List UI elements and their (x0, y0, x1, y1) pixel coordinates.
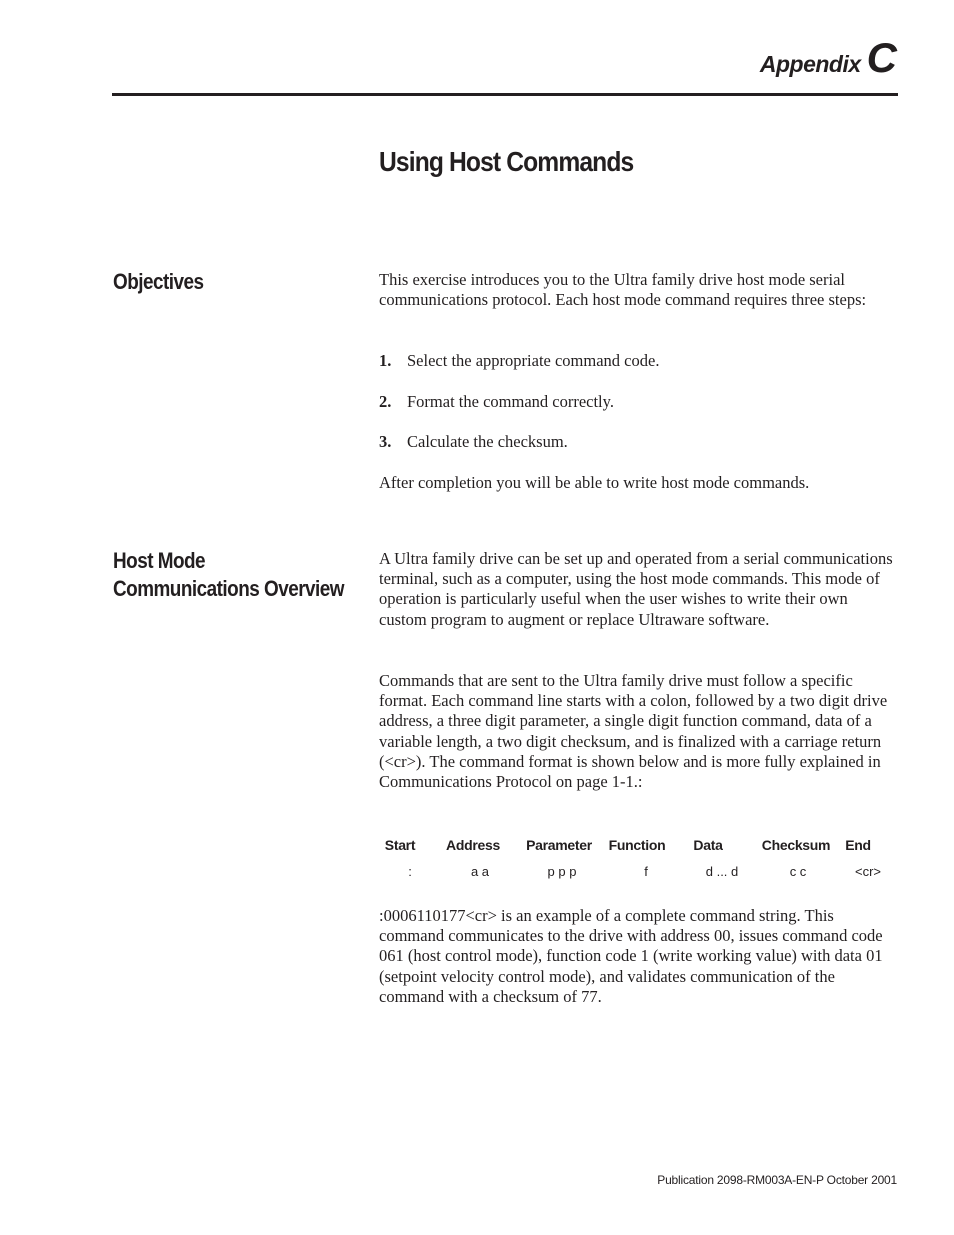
format-value-parameter: p p p (547, 864, 577, 879)
publication-footer: Publication 2098-RM003A-EN-P October 2001 (657, 1173, 897, 1187)
step-item (379, 392, 614, 412)
step-text: Select the appropriate command code. (407, 351, 660, 370)
format-header-data: Data (693, 837, 723, 853)
step-number: 2. (379, 392, 392, 411)
appendix-letter: C (866, 34, 897, 81)
step-text: Calculate the checksum. (407, 432, 568, 451)
header-rule (112, 93, 898, 96)
overview-heading: Host Mode Communications Overview (113, 548, 345, 601)
overview-paragraph-1-text: A Ultra family drive can be set up and operated from a serial communications terminal, such as a computer, using the host mode commands. This mode of operation is particularly useful when the user wishes to write their own custom program to augment or replace Ultraware software. (379, 549, 893, 629)
format-value-end: <cr> (854, 864, 882, 879)
step-number: 1. (379, 351, 392, 370)
format-header-address: Address (446, 837, 500, 853)
objectives-conclusion (379, 473, 899, 493)
format-value-data: d ... d (705, 864, 739, 879)
objectives-intro (379, 270, 899, 310)
overview-paragraph-3 (379, 906, 899, 1007)
overview-paragraph-2 (379, 671, 899, 792)
overview-paragraph-3-text: :0006110177<cr> is an example of a complete command string. This command communicates to the drive with address 00, issues command code 061 (host control mode), function code 1 (write working value) with data 01 (setpoint velocity control mode), and validates communication of the command with a checksum of 77. (379, 906, 883, 1006)
step-text: Format the command correctly. (407, 392, 614, 411)
format-value-checksum: c c (789, 864, 807, 879)
command-format-table (379, 834, 899, 886)
appendix-word: Appendix (759, 51, 861, 77)
format-value-start: : (408, 864, 412, 879)
appendix-label (760, 34, 897, 82)
format-header-end: End (845, 837, 871, 853)
step-item (379, 432, 568, 452)
step-number: 3. (379, 432, 392, 451)
objectives-conclusion-text: After completion you will be able to write host mode commands. (379, 473, 810, 492)
objectives-heading: Objectives (113, 269, 204, 294)
format-header-function: Function (608, 837, 666, 853)
step-item (379, 351, 659, 371)
format-header-start: Start (384, 837, 416, 853)
format-header-parameter: Parameter (526, 837, 592, 853)
format-header-checksum: Checksum (761, 837, 831, 853)
format-value-function: f (644, 864, 648, 879)
overview-paragraph-1 (379, 549, 899, 630)
objectives-intro-text: This exercise introduces you to the Ultra family drive host mode serial communications protocol. Each host mode command requires three steps: (379, 270, 867, 310)
overview-paragraph-2-text: Commands that are sent to the Ultra family drive must follow a specific format. Each command line starts with a colon, followed by a two digit drive address, a three digit parameter, a single digit function command, data of a variable length, a two digit checksum, and is finalized with a carriage return (<cr>). The command format is shown below and is more fully explained in Communications Protocol on page 1-1.: (379, 671, 888, 792)
page-title: Using Host Commands (379, 146, 634, 177)
format-value-address: a a (470, 864, 490, 879)
